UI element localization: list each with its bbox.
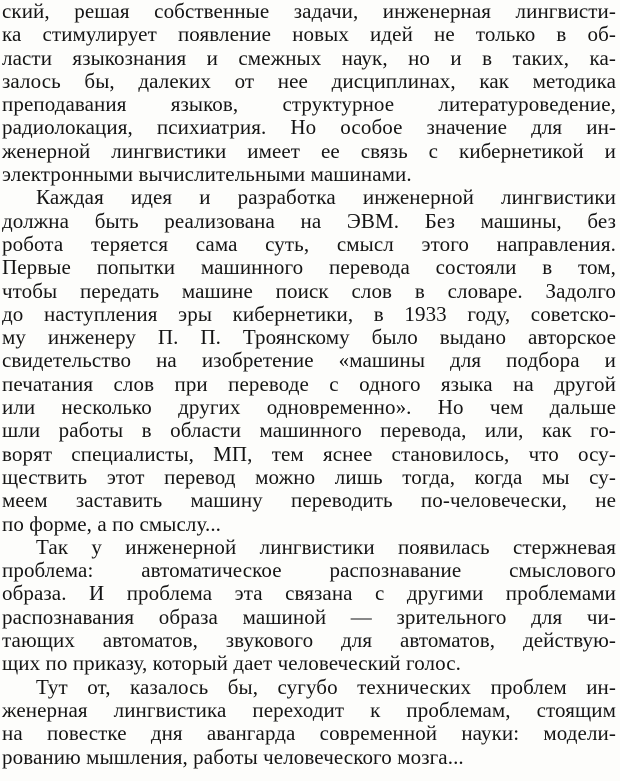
text-line: печатания слов при переводе с одного языка на другой: [2, 371, 616, 396]
text-line: тающих автоматов, звукового для автоматов, действую-: [2, 628, 616, 653]
text-line: залось бы, далеких от нее дисциплинах, как методика: [2, 68, 616, 93]
text-line: Первые попытки машинного перевода состояли в том,: [2, 255, 616, 280]
text-line: ласти языкознания и смежных наук, но и в таких, ка-: [2, 45, 616, 70]
text-line: Так у инженерной лингвистики появилась стержневая: [36, 534, 616, 559]
text-line: ществить этот перевод можно лишь тогда, когда мы су-: [2, 464, 616, 489]
text-line: проблема: автоматическое распознавание смыслового: [2, 558, 616, 583]
text-line: Тут от, казалось бы, сугубо технических проблем ин-: [36, 674, 616, 699]
text-line: на повестке дня авангарда современной науки: модели-: [2, 721, 616, 746]
text-line: ка стимулирует появление новых идей не только в об-: [2, 22, 616, 47]
text-line: рованию мышления, работы человеческого мозга...: [2, 744, 464, 769]
paragraph: [2, 536, 616, 676]
text-line: или несколько других одновременно». Но чем дальше: [2, 395, 616, 420]
text-line: робота теряется сама суть, смысл этого направления.: [2, 231, 616, 256]
text-line: свидетельство на изобретение «машины для подбора и: [2, 348, 616, 373]
text-line: меем заставить машину переводить по-человечески, не: [2, 488, 616, 513]
text-line: щих по приказу, который дает человеческий голос.: [2, 651, 461, 676]
text-line: женерной лингвистики имеет ее связь с кибернетикой и: [2, 138, 616, 163]
paragraph: [2, 676, 616, 769]
text-line: распознавания образа машиной — зрительного для чи-: [2, 604, 616, 629]
text-line: электронными вычислительными машинами.: [2, 162, 412, 187]
text-line: Каждая идея и разработка инженерной лингвистики: [36, 185, 616, 210]
text-line: преподавания языков, структурное литературоведение,: [2, 92, 616, 117]
text-line: по форме, а по смыслу...: [2, 511, 222, 536]
text-line: до наступления эры кибернетики, в 1933 году, советско-: [2, 301, 616, 326]
paragraph: [2, 186, 616, 535]
paragraph: [2, 0, 616, 186]
text-line: образа. И проблема эта связана с другими проблемами: [2, 581, 616, 606]
text-line: должна быть реализована на ЭВМ. Без машины, без: [2, 208, 616, 233]
text-line: му инженеру П. П. Троянскому было выдано авторское: [2, 325, 616, 350]
body-text: [2, 0, 616, 769]
text-line: чтобы передать машине поиск слов в словаре. Задолго: [2, 278, 616, 303]
text-line: ворят специалисты, МП, тем яснее становилось, что осу-: [2, 441, 616, 466]
text-line: радиолокация, психиатрия. Но особое значение для ин-: [2, 115, 616, 140]
text-line: ский, решая собственные задачи, инженерная лингвисти-: [2, 0, 616, 23]
text-line: женерная лингвистика переходит к проблемам, стоящим: [2, 697, 616, 722]
text-line: шли работы в области машинного перевода, или, как го-: [2, 418, 616, 443]
